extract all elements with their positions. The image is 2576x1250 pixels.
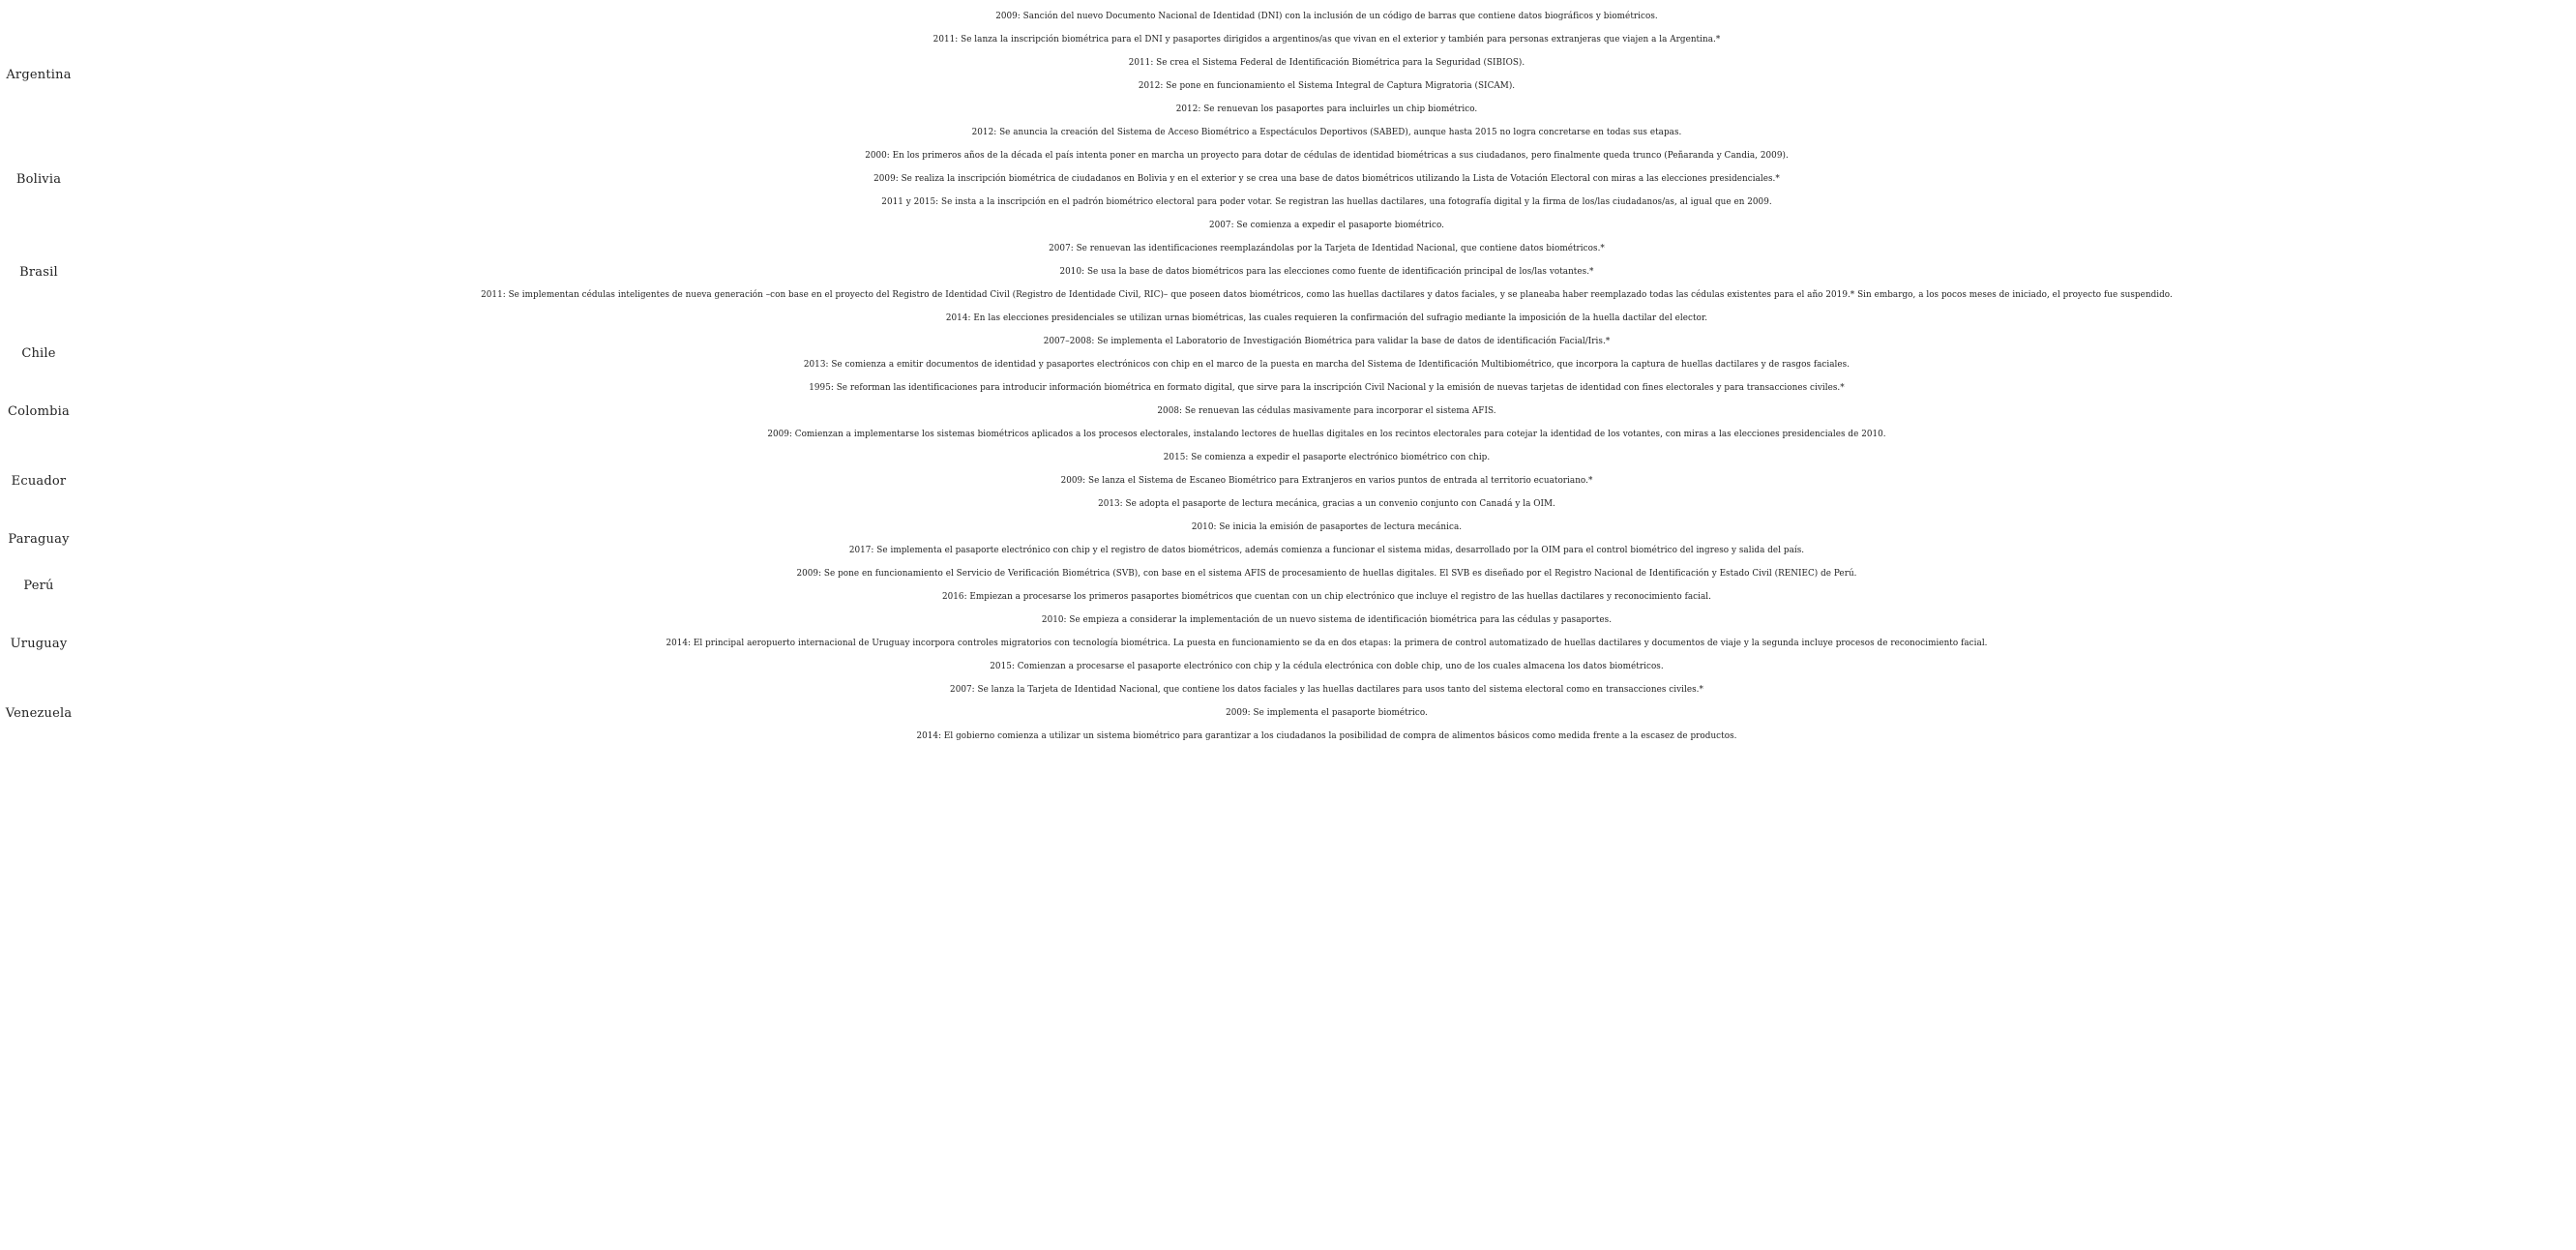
event-line: 2009: Sanción del nuevo Documento Nacional de Identidad (DNI) con la inclusión de un código de barras que contiene datos biográficos y biométricos. [995,12,1658,21]
country-name: Brasil [19,264,58,280]
country-name: Paraguay [8,531,70,547]
country-row [0,214,2576,330]
country-row [0,144,2576,214]
event-line: 2008: Se renuevan las cédulas masivamente para incorporar el sistema AFIS. [1157,406,1496,416]
country-row [0,446,2576,516]
event-line: 2012: Se anuncia la creación del Sistema de Acceso Biométrico a Espectáculos Deportivos (SABED), aunque hasta 2015 no logra concretarse en todas sus etapas. [971,128,1682,137]
event-line: 2007–2008: Se implementa el Laboratorio de Investigación Biométrica para validar la base de datos de identificación Facial/Iris.* [1043,337,1611,346]
country-events [77,330,2576,376]
event-line: 2014: En las elecciones presidenciales se utilizan urnas biométricas, las cuales requieren la confirmación del sufragio mediante la imposición de la huella dactilar del elector. [945,313,1708,323]
country-events [77,562,2576,609]
country-row [0,5,2576,144]
event-line: 2009: Se lanza el Sistema de Escaneo Biométrico para Extranjeros en varios puntos de entrada al territorio ecuatoriano.* [1060,476,1593,486]
biometrics-timeline-table [0,5,2576,748]
event-line: 2016: Empiezan a procesarse los primeros pasaportes biométricos que cuentan con un chip electrónico que incluye el registro de las huellas dactilares y reconocimiento facial. [941,592,1712,602]
event-line: 2007: Se lanza la Tarjeta de Identidad Nacional, que contiene los datos faciales y las huellas dactilares para usos tanto del sistema electoral como en transacciones civiles.* [950,685,1703,695]
country-row [0,678,2576,748]
event-line: 2015: Se comienza a expedir el pasaporte electrónico biométrico con chip. [1163,453,1491,462]
country-name: Uruguay [10,636,68,651]
event-line: 2009: Se pone en funcionamiento el Servicio de Verificación Biométrica (SVB), con base en el sistema AFIS de procesamiento de huellas digitales. El SVB es diseñado por el Registro Nacional de Identificación y Estado Civil (RENIEC) de Perú. [796,569,1857,579]
event-line: 1995: Se reforman las identificaciones para introducir información biométrica en formato digital, que sirve para la inscripción Civil Nacional y la emisión de nuevas tarjetas de identidad con fines electorales y para transacciones civiles.* [809,383,1845,393]
event-line: 2013: Se adopta el pasaporte de lectura mecánica, gracias a un convenio conjunto con Canadá y la OIM. [1098,499,1555,509]
country-name: Venezuela [5,705,73,721]
event-line: 2007: Se renuevan las identificaciones reemplazándolas por la Tarjeta de Identidad Nacional, que contiene datos biométricos.* [1049,244,1605,253]
country-events [77,609,2576,678]
country-events [77,376,2576,446]
event-line: 2009: Se implementa el pasaporte biométrico. [1226,708,1428,718]
event-line: 2012: Se pone en funcionamiento el Sistema Integral de Captura Migratoria (SICAM). [1138,81,1516,91]
country-row [0,516,2576,562]
event-line: 2011: Se implementan cédulas inteligentes de nueva generación –con base en el proyecto del Registro de Identidad Civil (Registro de Identidade Civil, RIC)– que poseen datos biométricos, como las huellas dactilares y datos faciales, y se planeaba haber reemplazado todas las cédulas existentes para el año 2019.* Sin embargo, a los pocos meses de iniciado, el proyecto fue suspendido. [481,290,2173,300]
country-events [77,5,2576,144]
event-line: 2011 y 2015: Se insta a la inscripción en el padrón biométrico electoral para poder votar. Se registran las huellas dactilares, una fotografía digital y la firma de los/las ciudadanos/as, al igual que en 2009. [881,197,1772,207]
country-events [77,214,2576,330]
country-row [0,609,2576,678]
event-line: 2009: Se realiza la inscripción biométrica de ciudadanos en Bolivia y en el exterior y se crea una base de datos biométricos utilizando la Lista de Votación Electoral con miras a las elecciones presidenciales.* [873,174,1780,184]
event-line: 2007: Se comienza a expedir el pasaporte biométrico. [1208,221,1445,230]
country-row [0,376,2576,446]
country-row [0,330,2576,376]
event-line: 2011: Se crea el Sistema Federal de Identificación Biométrica para la Seguridad (SIBIOS). [1128,58,1525,68]
timeline-body [0,5,2576,748]
event-line: 2010: Se empieza a considerar la implementación de un nuevo sistema de identificación biométrica para las cédulas y pasaportes. [1041,615,1613,625]
event-line: 2014: El principal aeropuerto internacional de Uruguay incorpora controles migratorios con tecnología biométrica. La puesta en funcionamiento se da en dos etapas: la primera de control automatizado de huellas dactilares y documentos de viaje y la segunda incluye procesos de reconocimiento facial. [666,639,1988,648]
country-events [77,516,2576,562]
event-line: 2012: Se renuevan los pasaportes para incluirles un chip biométrico. [1175,104,1478,114]
event-line: 2010: Se usa la base de datos biométricos para las elecciones como fuente de identificación principal de los/las votantes.* [1059,267,1594,277]
country-name: Bolivia [15,171,62,187]
country-name: Chile [21,345,56,361]
event-line: 2009: Comienzan a implementarse los sistemas biométricos aplicados a los procesos electorales, instalando lectores de huellas digitales en los recintos electorales para cotejar la identidad de los votantes, con miras a las elecciones presidenciales de 2010. [767,430,1886,439]
event-line: 2013: Se comienza a emitir documentos de identidad y pasaportes electrónicos con chip en el marco de la puesta en marcha del Sistema de Identificación Multibiométrico, que incorpora la captura de huellas dactilares y de rasgos faciales. [803,360,1851,370]
country-name: Perú [23,578,54,593]
country-events [77,144,2576,214]
country-name: Colombia [8,403,70,419]
event-line: 2011: Se lanza la inscripción biométrica para el DNI y pasaportes dirigidos a argentinos/as que vivan en el exterior y también para personas extranjeras que viajen a la Argentina.* [933,35,1721,45]
country-name: Ecuador [11,473,67,489]
event-line: 2000: En los primeros años de la década el país intenta poner en marcha un proyecto para dotar de cédulas de identidad biométricas a sus ciudadanos, pero finalmente queda trunco (Peñaranda y Candia, 2009). [865,151,1789,161]
event-line: 2015: Comienzan a procesarse el pasaporte electrónico con chip y la cédula electrónica con doble chip, uno de los cuales almacena los datos biométricos. [990,662,1664,671]
country-events [77,678,2576,748]
country-name: Argentina [6,67,72,82]
event-line: 2017: Se implementa el pasaporte electrónico con chip y el registro de datos biométricos, además comienza a funcionar el sistema midas, desarrollado por la OIM para el control biométrico del ingreso y salida del país. [848,546,1805,555]
event-line: 2010: Se inicia la emisión de pasaportes de lectura mecánica. [1191,522,1463,532]
event-line: 2014: El gobierno comienza a utilizar un sistema biométrico para garantizar a los ciudadanos la posibilidad de compra de alimentos básicos como medida frente a la escasez de productos. [916,731,1737,741]
country-events [77,446,2576,516]
country-row [0,562,2576,609]
